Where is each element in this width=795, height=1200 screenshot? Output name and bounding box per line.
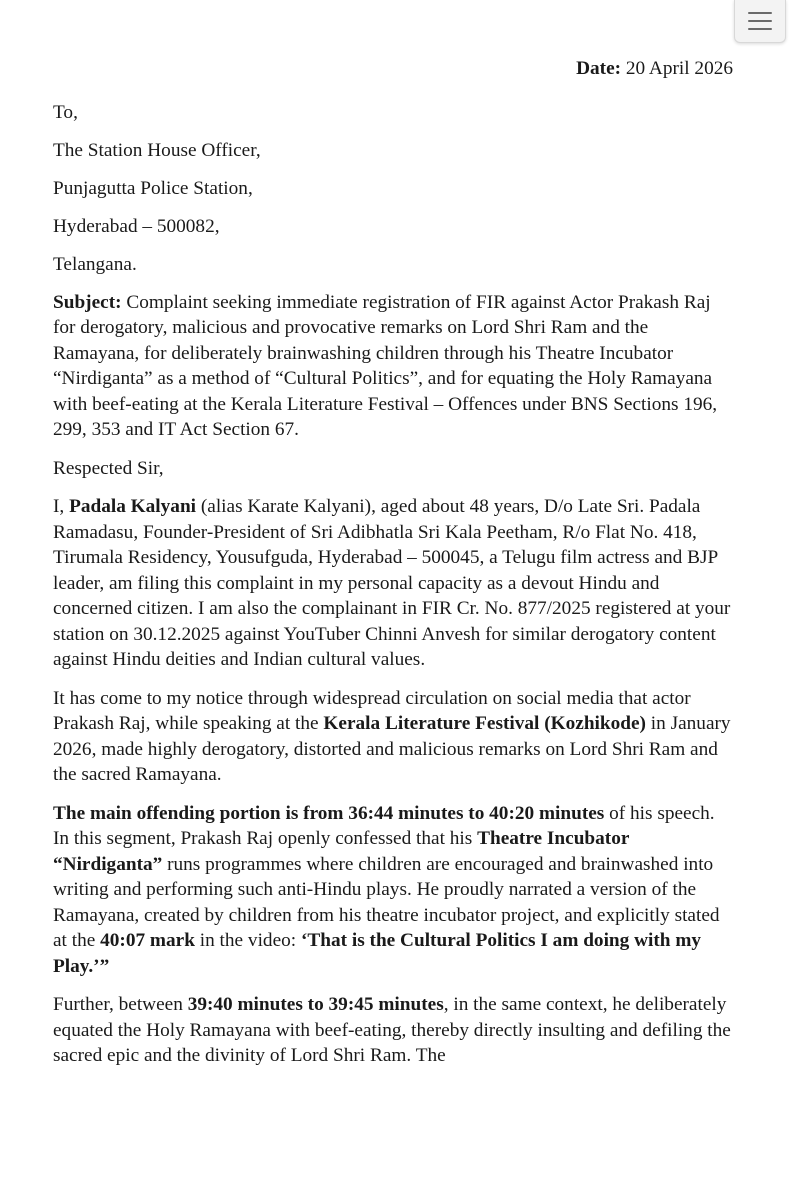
salutation: Respected Sir, <box>53 457 164 479</box>
hamburger-menu-icon <box>748 12 772 30</box>
complainant-name: Padala Kalyani <box>69 496 197 517</box>
paragraph-complainant: I, Padala Kalyani (alias Karate Kalyani), aged about 48 years, D/o Late Sri. Padala Ramadasu, Founder-President of Sri Adibhatla Sri Kala Peetham, R/o Flat No. 418, Tirumala Residency, Yousufguda, Hyderabad – 500045, a Telugu film actress and BJP leader, am filing this complaint in my personal capacity as a devout Hindu and concerned citizen. I am also the complainant in FIR Cr. No. 877/2025 registered at your station on 30.12.2025 against YouTuber Chinni Anvesh for similar derogatory content against Hindu deities and Indian cultural values. <box>53 496 731 670</box>
to-line: To, <box>53 101 78 123</box>
date-label: Date: <box>576 58 622 79</box>
menu-button[interactable] <box>734 0 786 43</box>
date-value: 20 April 2026 <box>625 58 733 79</box>
subject-label: Subject: <box>53 291 122 313</box>
paragraph-offending-portion: The main offending portion is from 36:44 minutes to 40:20 minutes of his speech. In this segment, Prakash Raj openly confessed that his Theatre Incubator “Nirdiganta” runs programmes where children are encouraged and brainwashed into writing and performing such anti-Hindu plays. He proudly narrated a version of the Ramayana, created by children from his theatre incubator project, and explicitly stated at the 40:07 mark in the video: ‘That is the Cultural Politics I am doing with my Play.’” <box>53 802 720 977</box>
address-line-4: Telangana. <box>53 253 137 275</box>
paragraph-event: It has come to my notice through widespread circulation on social media that actor Prakash Raj, while speaking at the Kerala Literature Festival (Kozhikode) in January 2026, made highly derogatory, distorted and malicious remarks on Lord Shri Ram and the sacred Ramayana. <box>53 687 731 785</box>
address-line-3: Hyderabad – 500082, <box>53 215 220 237</box>
letter-page <box>53 56 733 1082</box>
subject-paragraph <box>53 290 733 443</box>
paragraph-further: Further, between 39:40 minutes to 39:45 minutes, in the same context, he deliberately equated the Holy Ramayana with beef-eating, thereby directly insulting and defiling the sacred epic and the divinity of Lord Shri Ram. The <box>53 994 731 1066</box>
event-name: Kerala Literature Festival (Kozhikode) <box>323 713 646 734</box>
address-line-1: The Station House Officer, <box>53 139 261 161</box>
address-line-2: Punjagutta Police Station, <box>53 177 253 199</box>
subject-text: Complaint seeking immediate registration of FIR against Actor Prakash Raj for derogatory, malicious and provocative remarks on Lord Shri Ram and the Ramayana, for deliberately brainwashing children through his Theatre Incubator “Nirdiganta” as a method of “Cultural Politics”, and for equating the Holy Ramayana with beef-eating at the Kerala Literature Festival – Offences under BNS Sections 196, 299, 353 and IT Act Section 67. <box>53 291 718 440</box>
date-line <box>53 56 733 82</box>
